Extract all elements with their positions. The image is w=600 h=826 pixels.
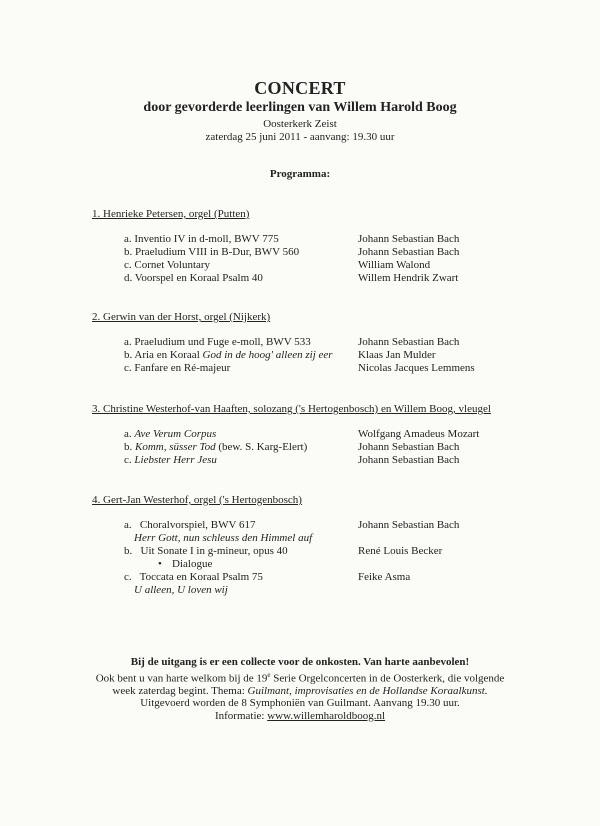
program-item-subtitle (92, 532, 562, 545)
piece-italic-title: God in de hoog' alleen zij eer (202, 349, 333, 361)
piece-italic-title: Liebster Herr Jesu (134, 454, 217, 466)
piece-title: c. Cornet Voluntary (124, 259, 211, 271)
program-item (92, 441, 562, 454)
program-section-4 (92, 494, 562, 597)
piece-prefix: b. (124, 441, 135, 453)
footer-line-5 (0, 710, 600, 723)
composer: Johann Sebastian Bach (358, 441, 460, 453)
program-item (92, 233, 562, 246)
program-item (92, 259, 562, 272)
piece-suffix: (bew. S. Karg-Elert) (215, 441, 308, 453)
composer: Willem Hendrik Zwart (358, 272, 459, 284)
piece-title (124, 428, 216, 441)
footer-line-2 (0, 669, 600, 685)
composer: Klaas Jan Mulder (358, 349, 436, 361)
footer-line-4: Uitgevoerd worden de 8 Symphoniën van Guilmant. Aanvang 19.30 uur. (140, 697, 460, 710)
program-item (92, 272, 562, 285)
program-item (92, 428, 562, 441)
composer: Johann Sebastian Bach (358, 519, 460, 531)
piece-title: b. Uit Sonate I in g-mineur, opus 40 (124, 545, 288, 557)
composer: Johann Sebastian Bach (358, 336, 460, 348)
piece-prefix: b. Aria en Koraal (124, 349, 203, 361)
composer: Feike Asma (358, 571, 411, 583)
website-link[interactable]: www.willemharoldboog.nl (267, 710, 386, 723)
piece-title: a. Choralvorspiel, BWV 617 (124, 519, 256, 531)
program-heading: Programma: (269, 168, 331, 180)
composer: William Walond (358, 259, 431, 271)
piece-italic-title: Ave Verum Corpus (134, 428, 217, 440)
piece-title (124, 454, 217, 467)
section-title: 2. Gerwin van der Horst, orgel (Nijkerk) (92, 311, 271, 323)
piece-title: a. Praeludium und Fuge e-moll, BWV 533 (124, 336, 311, 348)
section-title: 3. Christine Westerhof-van Haaften, solozang ('s Hertogenbosch) en Willem Boog, vleugel (92, 403, 491, 415)
piece-prefix: c. (124, 454, 135, 466)
bullet-icon: • (158, 558, 162, 570)
footer-line-2-rest: Serie Orgelconcerten in de Oosterkerk, die volgende (270, 672, 505, 685)
program-item (92, 454, 562, 467)
footer-line-3 (0, 685, 600, 698)
piece-italic-title: Komm, süsser Tod (135, 441, 216, 453)
footer-notes (0, 656, 600, 723)
program-item (92, 545, 562, 558)
composer: Johann Sebastian Bach (358, 233, 460, 245)
theme-italic: Guilmant, improvisaties en de Hollandse Koraalkunst. (247, 684, 488, 697)
collection-notice: Bij de uitgang is er een collecte voor de onkosten. Van harte aanbevolen! (130, 656, 470, 668)
info-label: Informatie: (214, 710, 268, 723)
composer: René Louis Becker (358, 545, 443, 557)
program-section-3 (92, 403, 562, 467)
venue: Oosterkerk Zeist (263, 118, 337, 130)
piece-title: a. Inventio IV in d-moll, BWV 775 (124, 233, 279, 245)
concert-date: zaterdag 25 juni 2011 - aanvang: 19.30 uur (205, 131, 395, 143)
program-item (92, 362, 562, 375)
piece-prefix: a. (124, 428, 135, 440)
program-item-movement (92, 558, 562, 571)
program-item-subtitle (92, 584, 562, 597)
composer: Johann Sebastian Bach (358, 454, 460, 466)
program-item (92, 246, 562, 259)
program-item (92, 349, 562, 362)
footer-line-3-text: week zaterdag begint. Thema: (112, 684, 248, 697)
piece-title (124, 441, 307, 454)
section-title: 4. Gert-Jan Westerhof, orgel ('s Hertogenbosch) (92, 494, 302, 506)
piece-title: c. Fanfare en Ré-majeur (124, 362, 231, 374)
composer: Nicolas Jacques Lemmens (358, 362, 475, 374)
concert-subtitle: door gevorderde leerlingen van Willem Harold Boog (143, 100, 457, 115)
section-title: 1. Henrieke Petersen, orgel (Putten) (92, 208, 250, 220)
piece-subtitle: U alleen, U loven wij (134, 584, 228, 596)
piece-title: b. Praeludium VIII in B-Dur, BWV 560 (124, 246, 300, 258)
footer-line-2-text: Ook bent u van harte welkom bij de 19 (95, 672, 268, 685)
piece-subtitle: Herr Gott, nun schleuss den Himmel auf (134, 532, 313, 544)
composer: Wolfgang Amadeus Mozart (358, 428, 480, 440)
program-section-2 (92, 311, 562, 375)
piece-title (124, 349, 333, 362)
movement-title: Dialogue (172, 558, 213, 570)
program-item (92, 336, 562, 349)
piece-title: c. Toccata en Koraal Psalm 75 (124, 571, 263, 583)
program-item (92, 571, 562, 584)
concert-title: CONCERT (254, 78, 346, 98)
program-section-1 (92, 208, 562, 285)
ordinal-suffix: e (267, 670, 271, 679)
piece-title: d. Voorspel en Koraal Psalm 40 (124, 272, 263, 284)
composer: Johann Sebastian Bach (358, 246, 460, 258)
program-item (92, 519, 562, 532)
